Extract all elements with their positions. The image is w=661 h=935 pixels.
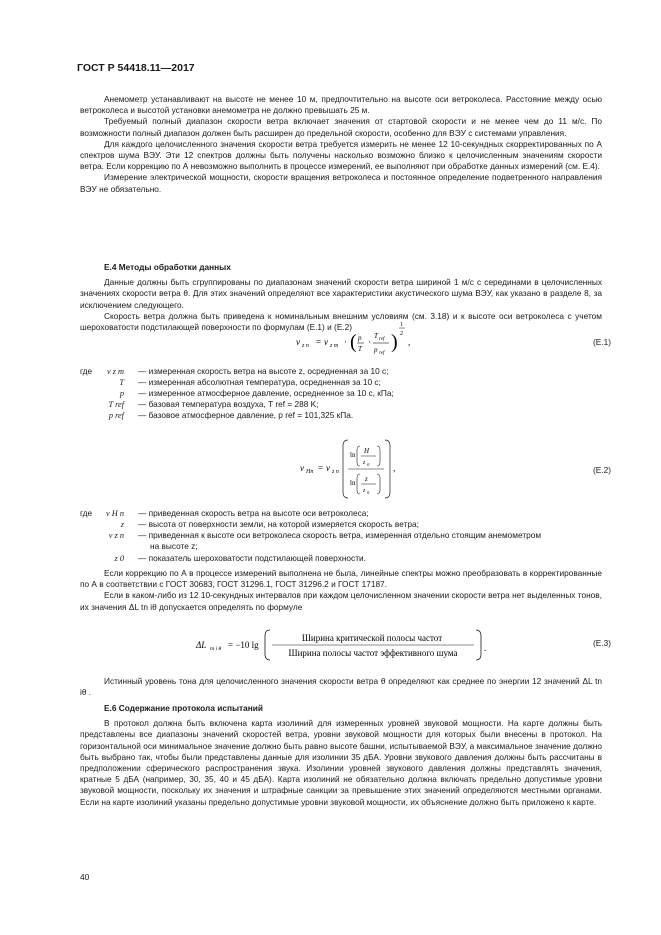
svg-text:z n: z n — [332, 469, 339, 475]
svg-text:,: , — [408, 337, 411, 347]
formula-numerator: Ширина критической полосы частот — [301, 633, 443, 643]
where-label: где — [80, 366, 93, 376]
paragraph: В протокол должна быть включена карта изолиний для измеренных уровней звуковой мощности. На карте должны быть представлены все диапазоны значений скоростей ветра, уровни звуковой мощности для которых были внесены в протокол. На горизонтальной оси минимальное значение должно быть равно высоте башни, испытываемой ВЭУ, а максимальное значение должно быть выбрано так, чтобы были представлены данные для изолинии 35 дБА. Уровни звукового давления должны быть рассчитаны в предположении сферического распространения звука. Изолинии уровней звукового давления должны представлять значения, кратные 5 дБА (например, 30, 35, 40 и 45 дБА). Карта изолиний не обязательно должна включать предельно допустимые уровни звуковой мощности, поскольку их значения и штрафные санкции за превышение этих значений определяются местными органами. Если на карте изолиний указаны предельно допустимые уровни звуковой мощности, их объяснение должно быть приложено к карте. — [80, 718, 602, 807]
symbol-description: — высота от поверхности земли, на которой измеряется скорость ветра; — [138, 519, 419, 529]
svg-text:H: H — [364, 447, 370, 455]
svg-text:·: · — [368, 337, 371, 347]
true-tone-block — [80, 676, 602, 698]
svg-text:v: v — [324, 337, 328, 347]
intro-block — [80, 94, 602, 195]
svg-text:v: v — [326, 463, 330, 473]
symbol: v H n — [106, 509, 124, 518]
svg-text:z: z — [363, 488, 366, 494]
svg-text:0: 0 — [367, 462, 370, 467]
svg-text:ln: ln — [350, 479, 356, 487]
svg-text:(: ( — [350, 331, 357, 353]
svg-text:ΔL: ΔL — [196, 640, 207, 650]
svg-text:ln: ln — [350, 451, 356, 459]
svg-text:z: z — [363, 460, 366, 466]
svg-text:.: . — [484, 643, 487, 653]
correction-block — [80, 568, 602, 613]
svg-text:z n: z n — [302, 343, 309, 349]
svg-text:z: z — [365, 475, 368, 483]
formula-denominator: Ширина полосы частот эффективного шума — [288, 648, 458, 658]
equation-number: (Е.3) — [593, 638, 611, 648]
paragraph: Данные должны быть сгруппированы по диапазонам значений скорости ветра шириной 1 м/с с серединами в целочисленных значениях скорости ветра θ. Для этих значений определяют все характеристики акустического шума ВЭУ, как указано в разделе 8, за исключением следующего. — [80, 277, 602, 310]
svg-text:v: v — [296, 337, 300, 347]
where-label: где — [80, 508, 93, 518]
section-heading: Е.6 Содержание протокола испытаний — [104, 703, 263, 713]
paragraph: Анемометр устанавливают на высоте не менее 10 м, предпочтительно на высоте оси ветроколеса. Расстояние между осью ветроколеса и высотой установки анемометра не должно превышать 25 м. — [80, 94, 602, 116]
svg-text:·: · — [344, 337, 347, 347]
paragraph: Скорость ветра должна быть приведена к номинальным внешним условиям (см. 3.18) и к высоте оси ветроколеса с учетом шероховатости подстилающей поверхности по формулам (Е.1) и (Е.2) — [80, 310, 602, 333]
svg-text:z m: z m — [330, 343, 339, 349]
symbol-description: — базовое атмосферное давление, p ref = 101,325 кПа. — [138, 410, 354, 420]
svg-text:Hn: Hn — [306, 469, 314, 475]
svg-text:T: T — [374, 332, 378, 340]
svg-text:tn i θ: tn i θ — [210, 646, 222, 652]
symbol: z 0 — [114, 554, 124, 563]
svg-text:ref: ref — [379, 351, 385, 356]
symbol-description: — измеренная скорость ветра на высоте z, осредненная за 10 с; — [138, 366, 389, 376]
svg-text:p: p — [374, 346, 378, 354]
formula-e3 — [192, 624, 512, 664]
svg-text:2: 2 — [400, 331, 403, 337]
symbol-description: — базовая температура воздуха, T ref = 288 K; — [138, 399, 319, 409]
svg-text:): ) — [391, 331, 398, 353]
paragraph: Если в каком-либо из 12 10-секундных интервалов при каждом целочисленном значении скорости ветра нет выделенных тонов, их значения ΔL tn iθ допускается определять по формуле — [80, 590, 602, 612]
symbol-description: — приведенная к высоте оси ветроколеса скорость ветра, измеренная отдельно стоящим анемометром — [138, 530, 542, 540]
equation-number: (Е.2) — [593, 465, 611, 475]
symbol: v z n — [108, 531, 124, 540]
symbol-description: на высоте z; — [150, 541, 198, 551]
formula-e1 — [290, 318, 440, 364]
symbol-description: — измеренное атмосферное давление, осредненное за 10 с, кПа; — [138, 388, 394, 398]
svg-text:p: p — [358, 334, 362, 342]
svg-text:=: = — [318, 463, 324, 473]
page-number: 40 — [80, 872, 90, 882]
symbol: p ref — [108, 411, 124, 420]
svg-text:= −10 lg: = −10 lg — [228, 640, 259, 650]
symbol: T — [119, 378, 124, 387]
svg-text:ref: ref — [379, 337, 385, 342]
definitions-e1 — [80, 366, 610, 426]
section-e6 — [80, 703, 602, 808]
svg-text:v: v — [300, 463, 304, 473]
symbol: p — [119, 389, 124, 398]
section-heading: Е.4 Методы обработки данных — [104, 262, 231, 272]
paragraph: Если коррекцию по А в процессе измерений выполнена не была, линейные спектры можно преобразовать в корректированные по А в соответствии с ГОСТ 30683, ГОСТ 31296.1, ГОСТ 31296.2 и ГОСТ 17187. — [80, 568, 602, 590]
svg-text:1: 1 — [400, 322, 403, 328]
svg-text:T: T — [358, 345, 362, 353]
svg-text:=: = — [316, 337, 322, 347]
paragraph: Измерение электрической мощности, скорости вращения ветроколеса и постоянное определение подветренного направления ВЭУ не обязательно. — [80, 172, 602, 194]
formula-e2 — [296, 436, 406, 502]
definitions-e2 — [80, 508, 610, 568]
equation-number: (Е.1) — [593, 337, 611, 347]
document-header: ГОСТ Р 54418.11—2017 — [77, 62, 195, 74]
symbol: z — [120, 520, 124, 529]
symbol-description: — измеренная абсолютная температура, осредненная за 10 с; — [138, 377, 381, 387]
symbol: T ref — [108, 400, 124, 409]
paragraph: Истинный уровень тона для целочисленного значения скорости ветра θ определяют как среднее по энергии 12 значений ΔL tn iθ . — [80, 676, 602, 698]
symbol: v z m — [106, 367, 124, 376]
symbol-description: — приведенная скорость ветра на высоте оси ветроколеса; — [138, 508, 369, 518]
paragraph: Требуемый полный диапазон скорости ветра включает значения от стартовой скорости и не менее чем до 11 м/с. По возможности полный диапазон должен быть расширен до предельной скорости, особенно для ВЭУ с системами управления. — [80, 116, 602, 138]
symbol-description: — показатель шероховатости подстилающей поверхности. — [138, 553, 366, 563]
svg-text:,: , — [393, 463, 396, 473]
paragraph: Для каждого целочисленного значения скорости ветра требуется измерить не менее 12 10-секундных скорректированных по А спектров шума ВЭУ. Эти 12 спектров должны быть получены насколько возможно близко к целочисленным значениям скорости ветра. Если коррекцию по А невозможно выполнить в процессе измерений, ее выполняют при обработке данных измерений (см. Е.4). — [80, 138, 602, 172]
svg-text:0: 0 — [367, 490, 370, 495]
